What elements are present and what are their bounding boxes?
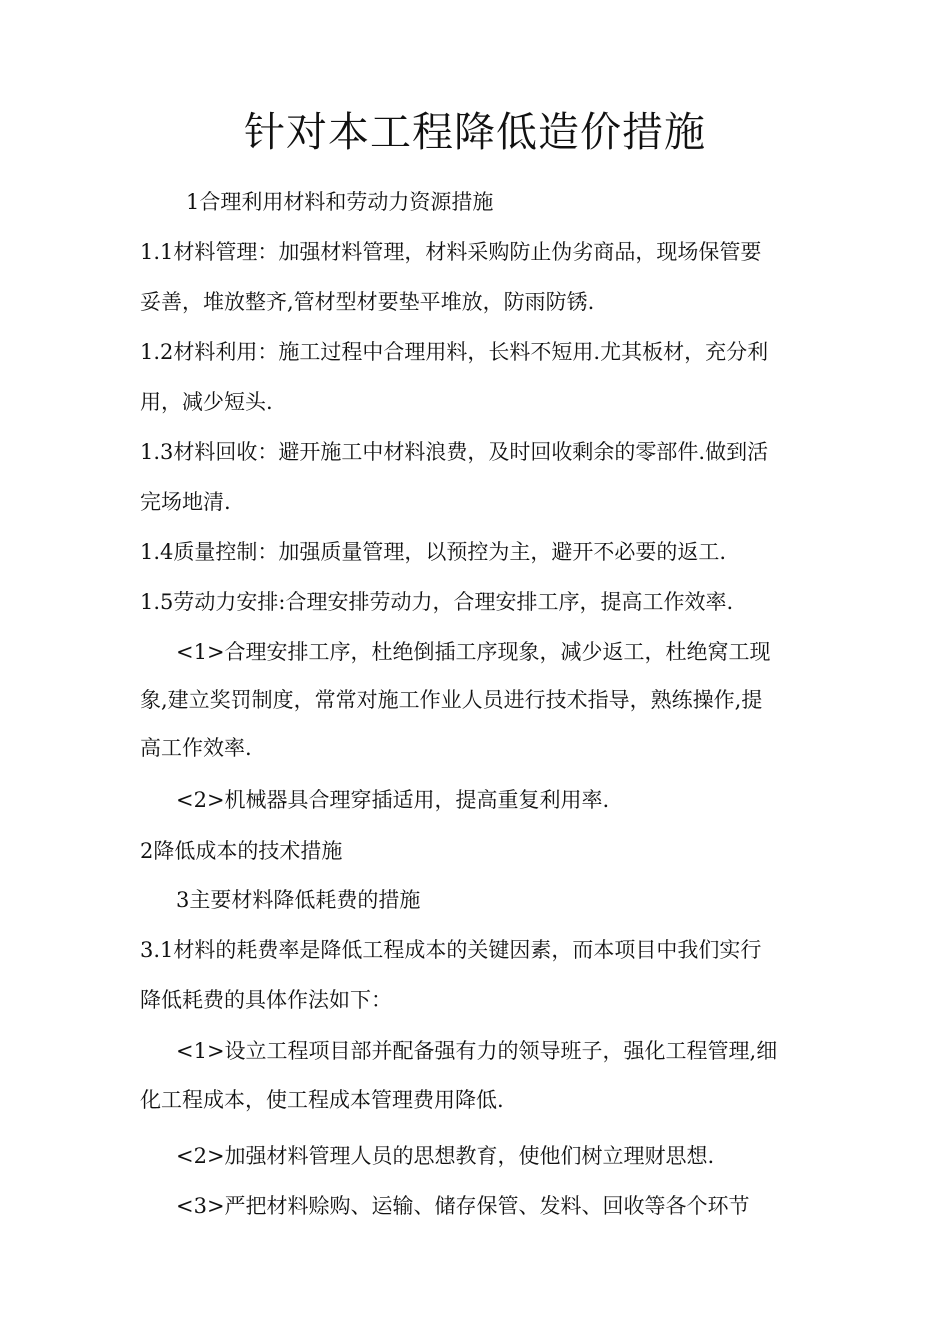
paragraph-line: 1.1材料管理：加强材料管理，材料采购防止伪劣商品，现场保管要 <box>140 240 762 264</box>
paragraph-line: 象,建立奖罚制度，常常对施工作业人员进行技术指导，熟练操作,提 <box>140 688 763 712</box>
paragraph-line: 1.5劳动力安排:合理安排劳动力，合理安排工序，提高工作效率. <box>140 590 734 614</box>
paragraph-line: 1.3材料回收：避开施工中材料浪费，及时回收剩余的零部件.做到活 <box>140 440 769 464</box>
paragraph-line: 1.4质量控制：加强质量管理，以预控为主，避开不必要的返工. <box>140 540 727 564</box>
section-heading-1: 1合理利用材料和劳动力资源措施 <box>186 190 494 214</box>
paragraph-line: 用，减少短头. <box>140 390 273 414</box>
list-item: <1>合理安排工序，杜绝倒插工序现象，减少返工，杜绝窝工现 <box>176 640 771 664</box>
list-item: <2>机械器具合理穿插适用，提高重复利用率. <box>176 788 610 812</box>
document-title: 针对本工程降低造价措施 <box>244 108 706 156</box>
list-item: <3>严把材料赊购、运输、储存保管、发料、回收等各个环节 <box>176 1194 750 1218</box>
list-item: <1>设立工程项目部并配备强有力的领导班子，强化工程管理,细 <box>176 1039 778 1063</box>
paragraph-line: 妥善，堆放整齐,管材型材要垫平堆放，防雨防锈. <box>140 290 595 314</box>
paragraph-line: 3.1材料的耗费率是降低工程成本的关键因素，而本项目中我们实行 <box>140 938 762 962</box>
list-item: <2>加强材料管理人员的思想教育，使他们树立理财思想. <box>176 1144 715 1168</box>
section-heading-2: 2降低成本的技术措施 <box>140 839 343 863</box>
section-heading-3: 3主要材料降低耗费的措施 <box>176 888 421 912</box>
paragraph-line: 1.2材料利用：施工过程中合理用料，长料不短用.尤其板材，充分利 <box>140 340 769 364</box>
paragraph-line: 完场地清. <box>140 490 231 514</box>
paragraph-line: 高工作效率. <box>140 736 252 760</box>
paragraph-line: 化工程成本，使工程成本管理费用降低. <box>140 1088 504 1112</box>
paragraph-line: 降低耗费的具体作法如下： <box>140 988 392 1012</box>
